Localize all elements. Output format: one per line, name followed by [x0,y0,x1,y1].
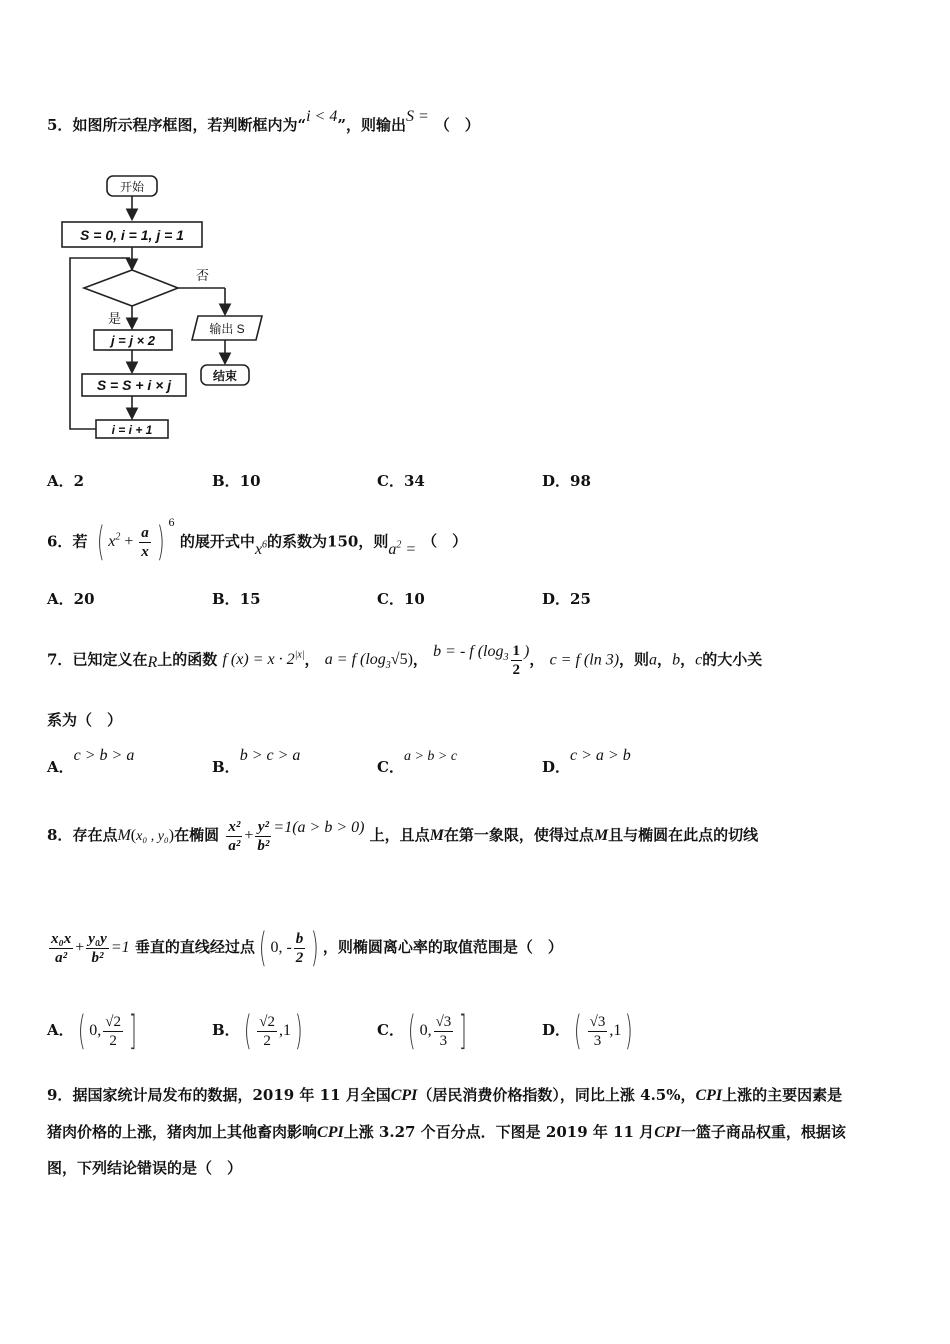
q5-option-b[interactable]: B．10 [212,472,261,490]
q5-condition: i < 4 [306,108,338,125]
q8-point2: 0, - [270,939,292,956]
flow-end-label: 结束 [212,369,238,383]
q6-option-a[interactable]: A．20 [47,590,95,608]
q6-option-c[interactable]: C．10 [377,590,425,608]
q5-option-a[interactable]: A．2 [47,472,85,490]
q8-tangent-rest: =1 [110,939,130,956]
q6-option-d[interactable]: D．25 [542,590,591,608]
flow-step-i-label: i = i + 1 [111,423,153,437]
q6-expr-power: 6 [168,518,175,530]
flow-step-j-label: j = j × 2 [110,333,156,348]
q9-line1: 9．据国家统计局发布的数据，2019 年 11 月全国CPI（居民消费价格指数），同比上涨 4.5%，CPI上涨的主要因素是 [47,1086,843,1104]
q5-text-b: ，则输出 [345,116,406,134]
q5-text-a: 如图所示程序框图，若判断框内为 [72,116,298,134]
q6-blank: （ ） [422,532,468,551]
q5-stem [47,108,480,135]
q5-option-d[interactable]: D．98 [542,472,591,490]
q9-line2: 猪肉价格的上涨，猪肉加上其他畜肉影响CPI上涨 3.27 个百分点．下图是 2019 年 11 月CPI一篮子商品权重，根据该 [47,1123,846,1141]
q5-flowchart [58,170,278,445]
q6-stem: 6．若 ( $x^2$ + $\frac{a}{x}$ ) $^6$ 的展开式中$x^6$的系数为150，则$a^2$ = （ ） [47,518,468,566]
q6-expr-x: $x^2$ [108,532,121,551]
q8-ellipse-frac1: $\frac{\text{x²}}{\text{a²}}$ [228,818,241,854]
q8-ellipse-rest: =1(a > b > 0) [273,819,365,836]
q7-b-def: b = - f ($\log_3$ [433,643,509,664]
q6-ask: $a^2$ = [388,540,417,559]
flow-yes-label: 是 [108,311,122,326]
flow-step-s-label: S = S + i × j [96,377,172,393]
q6-term: $x^6$ [254,540,268,559]
q8-option-c[interactable]: C．( 0, $\frac{√3}{3}$ ] [377,1008,468,1055]
q5-quote-close: ” [337,116,346,134]
q5-output-var: S = [406,108,429,125]
q7-line2: 系为（ ） [47,711,123,729]
q8-ellipse-frac2: $\frac{\text{y²}}{\text{b²}}$ [257,818,270,854]
q7-option-b[interactable]: B．b > c > a [212,747,301,776]
q6-expr-frac: $\frac{a}{x}$ [141,524,149,560]
flow-init-label: S = 0, i = 1, j = 1 [80,227,184,243]
q8-point: M [117,827,131,844]
flow-start-label: 开始 [119,180,145,194]
q8-tangent-frac2: $\frac{\text{y₀y}}{\text{b²}}$ [88,930,107,966]
q6-expr-plus: + [123,533,135,551]
q8-stem: 8．存在点M(x₀ , y₀)在椭圆 $\frac{\text{x²}}{\text{a²}}$ + $\frac{\text{y²}}{\text{b²}}$ =1(a > b > 0) 上，且点M在第一象限，使得过点M且与椭圆在此点的切线 [47,818,759,854]
q8-point-coords: x₀ , y₀ [136,829,169,844]
q9-line3: 图，下列结论错误的是（ ） [47,1159,243,1177]
q6-text-c: 的系数为150，则 [267,532,389,551]
q5-number: 5． [47,116,73,134]
q6-number: 6． [47,532,73,551]
q5-option-c[interactable]: C．34 [377,472,425,490]
q7-b-frac: $\frac{1}{2}$ [512,642,520,678]
flow-output-label: 输出 S [209,322,245,336]
q7-func: f $(x) = x \cdot 2^{|x|}$ [222,650,305,669]
q8-stem-line2: $\frac{\text{x₀x}}{\text{a²}}$ + $\frac{\text{y₀y}}{\text{b²}}$ =1 垂直的直线经过点( 0, - $\frac{b}{2}$ ) ，则椭圆离心率的取值范围是（ ） [51,925,563,971]
q8-option-a[interactable]: A．( 0, $\frac{√2}{2}$ ] [47,1008,137,1055]
flow-no-label: 否 [196,268,210,283]
q8-option-b[interactable]: B．( $\frac{√2}{2}$ ,1) [212,1008,303,1055]
q7-option-a[interactable]: A．c > b > a [47,747,135,776]
q6-text-b: 的展开式中 [179,532,255,551]
q7-option-c[interactable]: C．a > b > c [377,749,458,776]
q7-option-d[interactable]: D．c > a > b [542,747,631,776]
q5-quote-open: “ [297,116,307,134]
q7-c-def: c = f (ln 3) [549,651,620,669]
q8-option-d[interactable]: D．( $\frac{√3}{3}$ ,1) [542,1008,634,1055]
q6-text-a: 若 [72,532,88,551]
q7-stem: 7．已知定义在R上的函数 f $(x) = x \cdot 2^{|x|}$， a = f $(\log_3√5)$， b = - f ($\log_3$ $\frac{1}{2}$ )， c = f (ln 3)，则a，b，c的大小关 [47,642,763,678]
q6-option-b[interactable]: B．15 [212,590,261,608]
q8-tangent-frac1: $\frac{\text{x₀x}}{\text{a²}}$ [51,930,72,966]
q5-blank: （ ） [434,116,480,134]
q8-point2-frac: $\frac{b}{2}$ [295,930,304,966]
flow-decision-diamond [84,270,178,306]
q7-domain: R [147,654,158,672]
q7-a-def: a = f $(\log_3√5)$ [324,651,413,672]
